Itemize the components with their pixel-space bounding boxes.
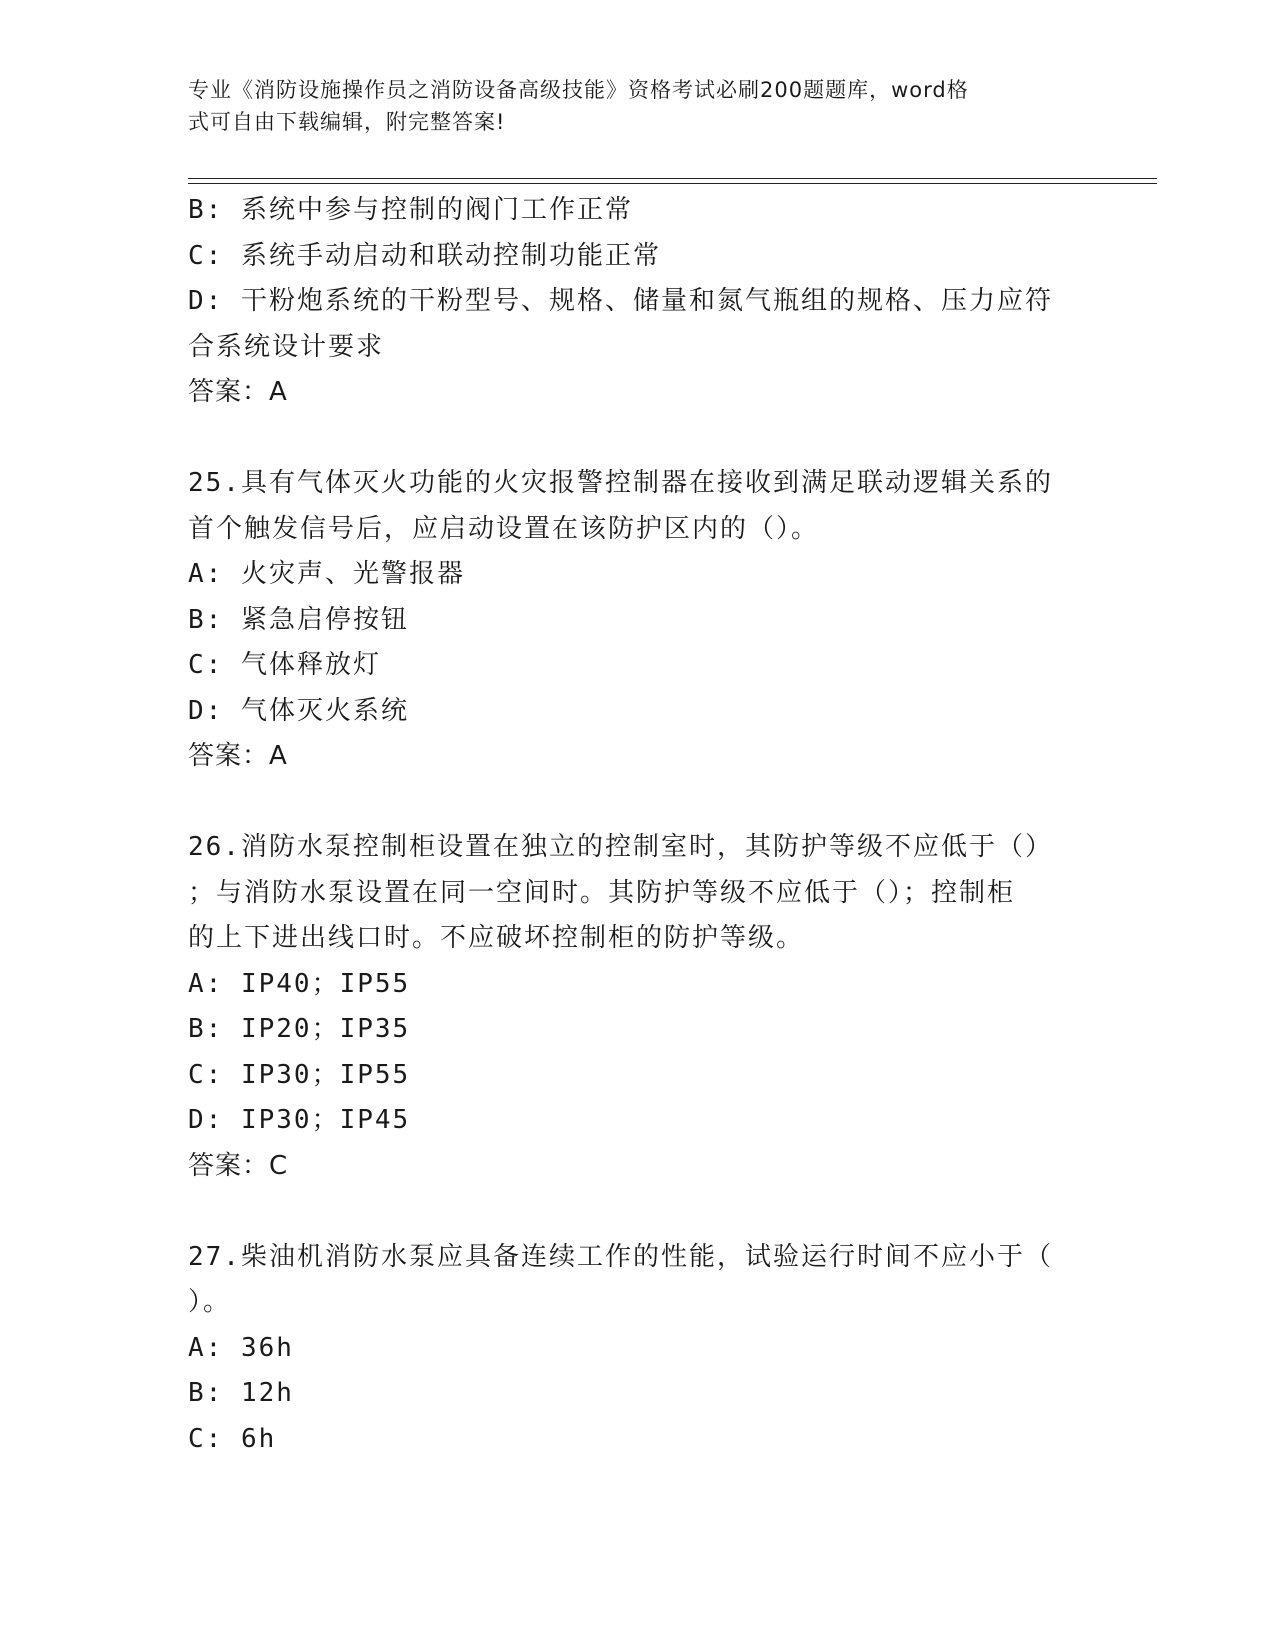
question-25-block [188,461,1088,780]
q26-option-b: B: IP20；IP35 [188,1014,411,1044]
q27-stem-line-2: ）。 [188,1287,232,1317]
q26-stem-line-3: 的上下进出线口时。不应破坏控制柜的防护等级。 [188,923,805,953]
question-27-block [188,1235,1088,1463]
spacer [188,780,1088,826]
q26-option-a: A: IP40；IP55 [188,968,411,999]
question-content [188,188,1088,1462]
q24-option-d-line-1: D: 干粉炮系统的干粉型号、规格、储量和氮气瓶组的规格、压力应符 [188,286,1053,316]
header-line-2: 式可自由下载编辑，附完整答案! [188,110,506,134]
q25-option-b: B: 紧急启停按钮 [188,604,409,635]
q26-option-c: C: IP30；IP55 [188,1059,411,1090]
header-divider-bottom [188,183,1157,184]
question-26-block [188,825,1088,1189]
q27-option-c: C: 6h [188,1423,277,1454]
q24-option-c: C: 系统手动启动和联动控制功能正常 [188,240,661,271]
q25-stem-line-1: 25.具有气体灭火功能的火灾报警控制器在接收到满足联动逻辑关系的 [188,468,1053,498]
q24-option-b: B: 系统中参与控制的阀门工作正常 [188,195,633,225]
header-line-1: 专业《消防设施操作员之消防设备高级技能》资格考试必刷200题题库，word格 [188,78,969,102]
q27-option-a: A: 36h [188,1332,294,1363]
q25-stem-line-2: 首个触发信号后，应启动设置在该防护区内的（）。 [188,513,820,544]
q25-option-a: A: 火灾声、光警报器 [188,559,465,589]
q26-option-d: D: IP30；IP45 [188,1105,411,1135]
q26-answer: 答案：C [188,1150,289,1181]
q26-stem-line-2: ；与消防水泵设置在同一空间时。其防护等级不应低于（）；控制柜 [188,877,1016,908]
q25-option-d: D: 气体灭火系统 [188,695,409,726]
spacer [188,1189,1088,1235]
q27-option-b: B: 12h [188,1378,294,1408]
q24-option-d-line-2: 合系统设计要求 [188,331,385,362]
q25-answer: 答案：A [188,741,288,771]
q27-stem-line-1: 27.柴油机消防水泵应具备连续工作的性能，试验运行时间不应小于（ [188,1241,1053,1272]
spacer [188,416,1088,462]
q24-answer: 答案：A [188,377,288,407]
document-header [188,74,1088,138]
q25-option-c: C: 气体释放灯 [188,650,381,680]
q26-stem-line-1: 26.消防水泵控制柜设置在独立的控制室时，其防护等级不应低于（） [188,832,1053,862]
header-divider-top [188,178,1157,179]
question-24-block [188,188,1088,416]
